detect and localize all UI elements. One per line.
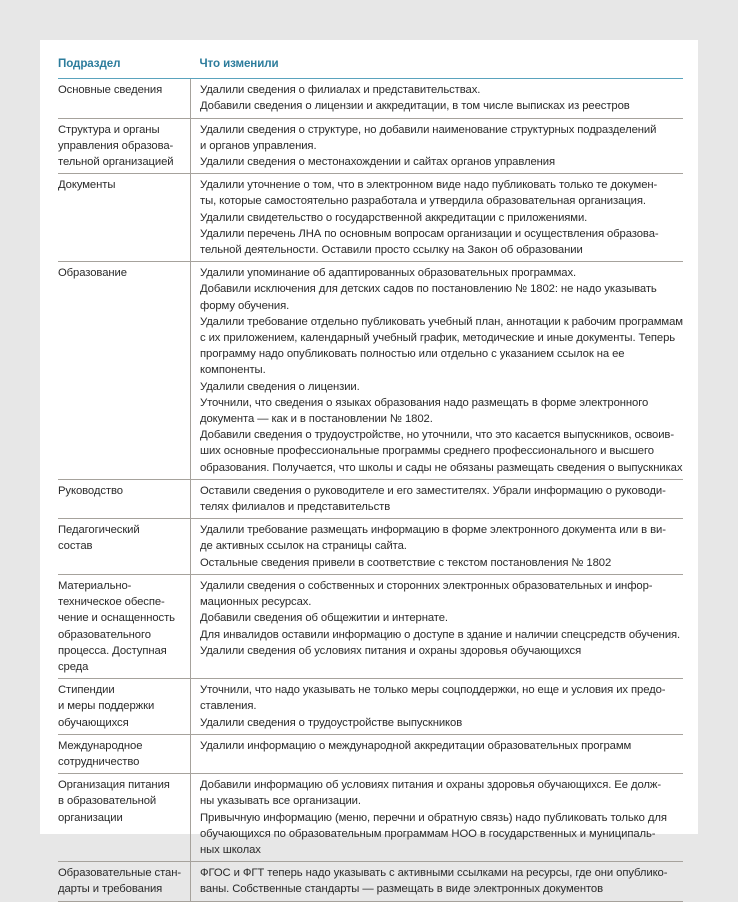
subsection-text: обучающихся [58,716,129,729]
changes-table [58,52,683,902]
table-body [58,79,683,901]
change-text: Удалили упоминание об адаптированных образовательных программах. [200,267,577,280]
changes-cell [191,262,684,480]
change-text: Добавили сведения об общежитии и интернате. [200,612,448,625]
change-text: Добавили исключения для детских садов по постановлению № 1802: не надо указывать [200,283,657,296]
table-row [58,774,683,862]
table-row [58,118,683,174]
subsection-text: и меры поддержки [58,700,155,713]
table-row [58,679,683,735]
change-text: Добавили сведения о лицензии и аккредитации, в том числе выписках из реестров [200,100,630,113]
subsection-text: в образовательной [58,795,157,808]
changes-cell [191,118,684,174]
changes-cell [191,519,684,575]
subsection-text: процесса. Доступная [58,644,167,657]
subsection-text: чение и оснащенность [58,612,175,625]
change-text: образования. Получается, что школы и сады не обязаны размещать сведения о выпускниках [200,461,683,474]
change-text: Остальные сведения привели в соответствие с текстом постановления № 1802 [200,556,612,569]
subsection-text: тельной организацией [58,156,174,169]
subsection-cell [58,862,191,901]
subsection-text: сотрудничество [58,755,140,768]
table-row [58,862,683,901]
table-row [58,174,683,262]
subsection-text: Образовательные стан- [58,867,182,880]
changes-cell [191,734,684,773]
subsection-cell [58,79,191,118]
change-text: ваны. Собственные стандарты — размещать в виде электронных документов [200,883,603,896]
change-text: ны указывать все организации. [200,795,361,808]
change-text: обучающихся по образовательным программам НОО в государственных и муниципаль- [200,827,656,840]
subsection-text: дарты и требования [58,883,163,896]
changes-cell [191,79,684,118]
subsection-text: состав [58,540,93,553]
change-text: Удалили свидетельство о государственной аккредитации с приложениями. [200,211,588,224]
subsection-text: Материально- [58,579,132,592]
subsection-text: Организация питания [58,779,170,792]
subsection-text: управления образова- [58,139,174,152]
table-row [58,574,683,678]
subsection-cell [58,519,191,575]
change-text: Добавили сведения о трудоустройстве, но уточнили, что это касается выпускников, освоив- [200,429,674,442]
change-text: Добавили информацию об условиях питания и охраны здоровья обучающихся. Ее долж- [200,779,661,792]
change-text: документа — как и в постановлении № 1802. [200,413,433,426]
changes-cell [191,479,684,518]
change-text: программу надо опубликовать полностью или отдельно с указанием ссылок на ее компоненты. [200,348,625,377]
subsection-text: Структура и органы [58,123,160,136]
changes-cell [191,862,684,901]
table-row [58,519,683,575]
subsection-cell [58,118,191,174]
header-subsection: Подраздел [58,52,191,79]
document-card [40,40,698,896]
table-row [58,734,683,773]
subsection-cell [58,479,191,518]
change-text: Уточнили, что надо указывать не только меры соцподдержки, но еще и условия их предо- [200,684,666,697]
subsection-text: среда [58,660,89,673]
change-text: форму обучения. [200,299,290,312]
change-text: де активных ссылок на страницы сайта. [200,540,407,553]
table-header-row [58,52,683,79]
subsection-text: Педагогический [58,524,140,537]
changes-cell [191,679,684,735]
change-text: тельной деятельности. Оставили просто ссылку на Закон об образовании [200,244,583,257]
change-text: Удалили требование размещать информацию в форме электронного документа или в ви- [200,524,666,537]
change-text: ных школах [200,843,261,856]
change-text: Удалили сведения о собственных и сторонних электронных образовательных и инфор- [200,579,653,592]
subsection-cell [58,174,191,262]
subsection-text: Стипендии [58,684,115,697]
change-text: Удалили сведения о филиалах и представительствах. [200,84,481,97]
header-changes: Что изменили [191,52,684,79]
change-text: Удалили сведения о местонахождении и сайтах органов управления [200,156,556,169]
change-text: Удалили перечень ЛНА по основным вопросам организации и осуществления образова- [200,227,659,240]
table-row [58,262,683,480]
subsection-cell [58,734,191,773]
change-text: Уточнили, что сведения о языках образования надо размещать в форме электронного [200,396,649,409]
changes-cell [191,174,684,262]
change-text: Для инвалидов оставили информацию о доступе в здание и наличии спецсредств обучения. [200,628,681,641]
change-text: Удалили информацию о международной аккредитации образовательных программ [200,739,632,752]
change-text: Удалили требование отдельно публиковать учебный план, аннотации к рабочим программам [200,315,683,328]
change-text: Привычную информацию (меню, перечни и обратную связь) надо публиковать только для [200,811,667,824]
subsection-cell [58,679,191,735]
subsection-cell [58,574,191,678]
change-text: Удалили сведения о трудоустройстве выпускников [200,716,463,729]
subsection-text: Руководство [58,484,123,497]
table-row [58,479,683,518]
change-text: телях филиалов и представительств [200,501,391,514]
change-text: ФГОС и ФГТ теперь надо указывать с активными ссылками на ресурсы, где они опублико- [200,867,668,880]
change-text: и органов управления. [200,139,317,152]
subsection-text: Международное [58,739,143,752]
subsection-cell [58,774,191,862]
table-row [58,79,683,118]
change-text: Удалили уточнение о том, что в электронном виде надо публиковать только те докумен- [200,179,658,192]
subsection-text: образовательного [58,628,151,641]
subsection-text: организации [58,811,123,824]
subsection-cell [58,262,191,480]
changes-cell [191,774,684,862]
change-text: Удалили сведения об условиях питания и охраны здоровья обучающихся [200,644,582,657]
change-text: Оставили сведения о руководителе и его заместителях. Убрали информацию о руководи- [200,484,666,497]
changes-cell [191,574,684,678]
change-text: мационных ресурсах. [200,596,312,609]
subsection-text: техническое обеспе- [58,596,165,609]
change-text: Удалили сведения о лицензии. [200,380,360,393]
change-text: Удалили сведения о структуре, но добавили наименование структурных подразделений [200,123,657,136]
subsection-text: Образование [58,267,127,280]
change-text: с их приложением, календарный учебный график, методические и иные документы. Теперь [200,332,676,345]
change-text: ших основные профессиональные программы среднего профессионального и высшего [200,445,654,458]
subsection-text: Документы [58,179,116,192]
change-text: ты, которые самостоятельно разработала и утвердила образовательная организация. [200,195,646,208]
subsection-text: Основные сведения [58,84,163,97]
change-text: ставления. [200,700,257,713]
